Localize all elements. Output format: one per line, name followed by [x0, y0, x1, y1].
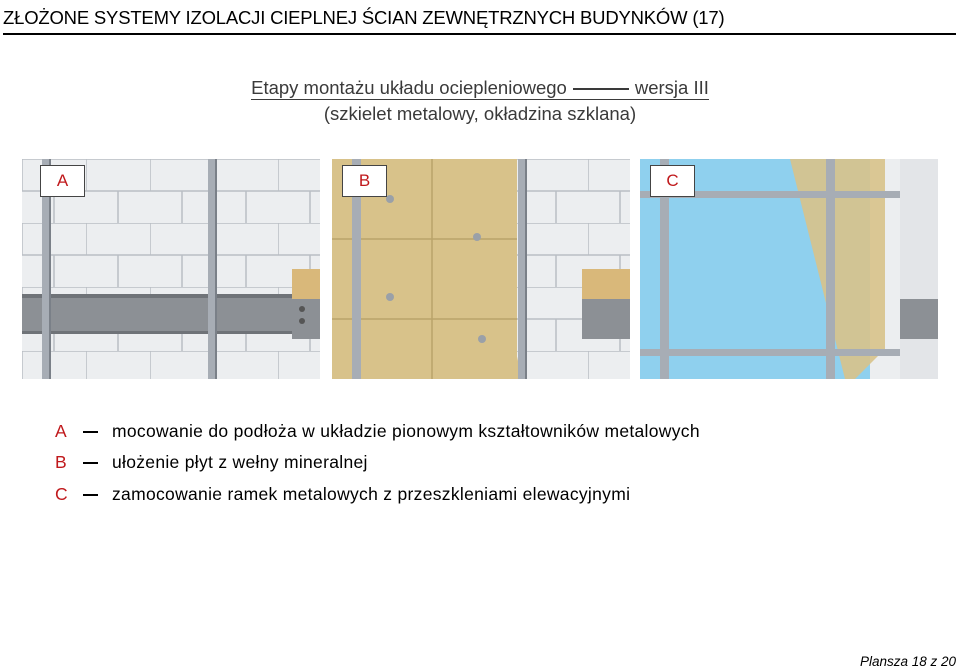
page-counter: Plansza 18 z 20 [859, 654, 956, 669]
panel-c-illustration [640, 159, 938, 379]
subtitle-main: Etapy montażu układu ociepleniowego [251, 77, 567, 98]
legend-text: mocowanie do podłoża w układzie pionowym kształtowników metalowych [112, 421, 700, 441]
panel-c-label: C [650, 165, 695, 197]
panel-a-illustration [22, 159, 320, 379]
legend-letter: B [55, 452, 67, 472]
subtitle-line-1 [0, 77, 960, 100]
page-title: ZŁOŻONE SYSTEMY IZOLACJI CIEPLNEJ ŚCIAN ZEWNĘTRZNYCH BUDYNKÓW (17) [3, 7, 725, 28]
panel-b-label: B [342, 165, 387, 197]
legend-letter: A [55, 421, 67, 441]
legend-dash [83, 494, 98, 496]
panel-b-illustration [332, 159, 630, 379]
legend-text: ułożenie płyt z wełny mineralnej [112, 452, 368, 472]
legend-dash [83, 431, 98, 433]
legend-text: zamocowanie ramek metalowych z przeszkleniami elewacyjnymi [112, 484, 631, 504]
panel-a-label: A [40, 165, 85, 197]
subtitle-line-2: (szkielet metalowy, okładzina szklana) [323, 103, 637, 124]
subtitle-dash [573, 88, 629, 90]
legend-dash [83, 462, 98, 464]
subtitle-version: wersja III [634, 77, 709, 98]
legend-letter: C [55, 484, 68, 504]
title-rule [3, 33, 956, 35]
